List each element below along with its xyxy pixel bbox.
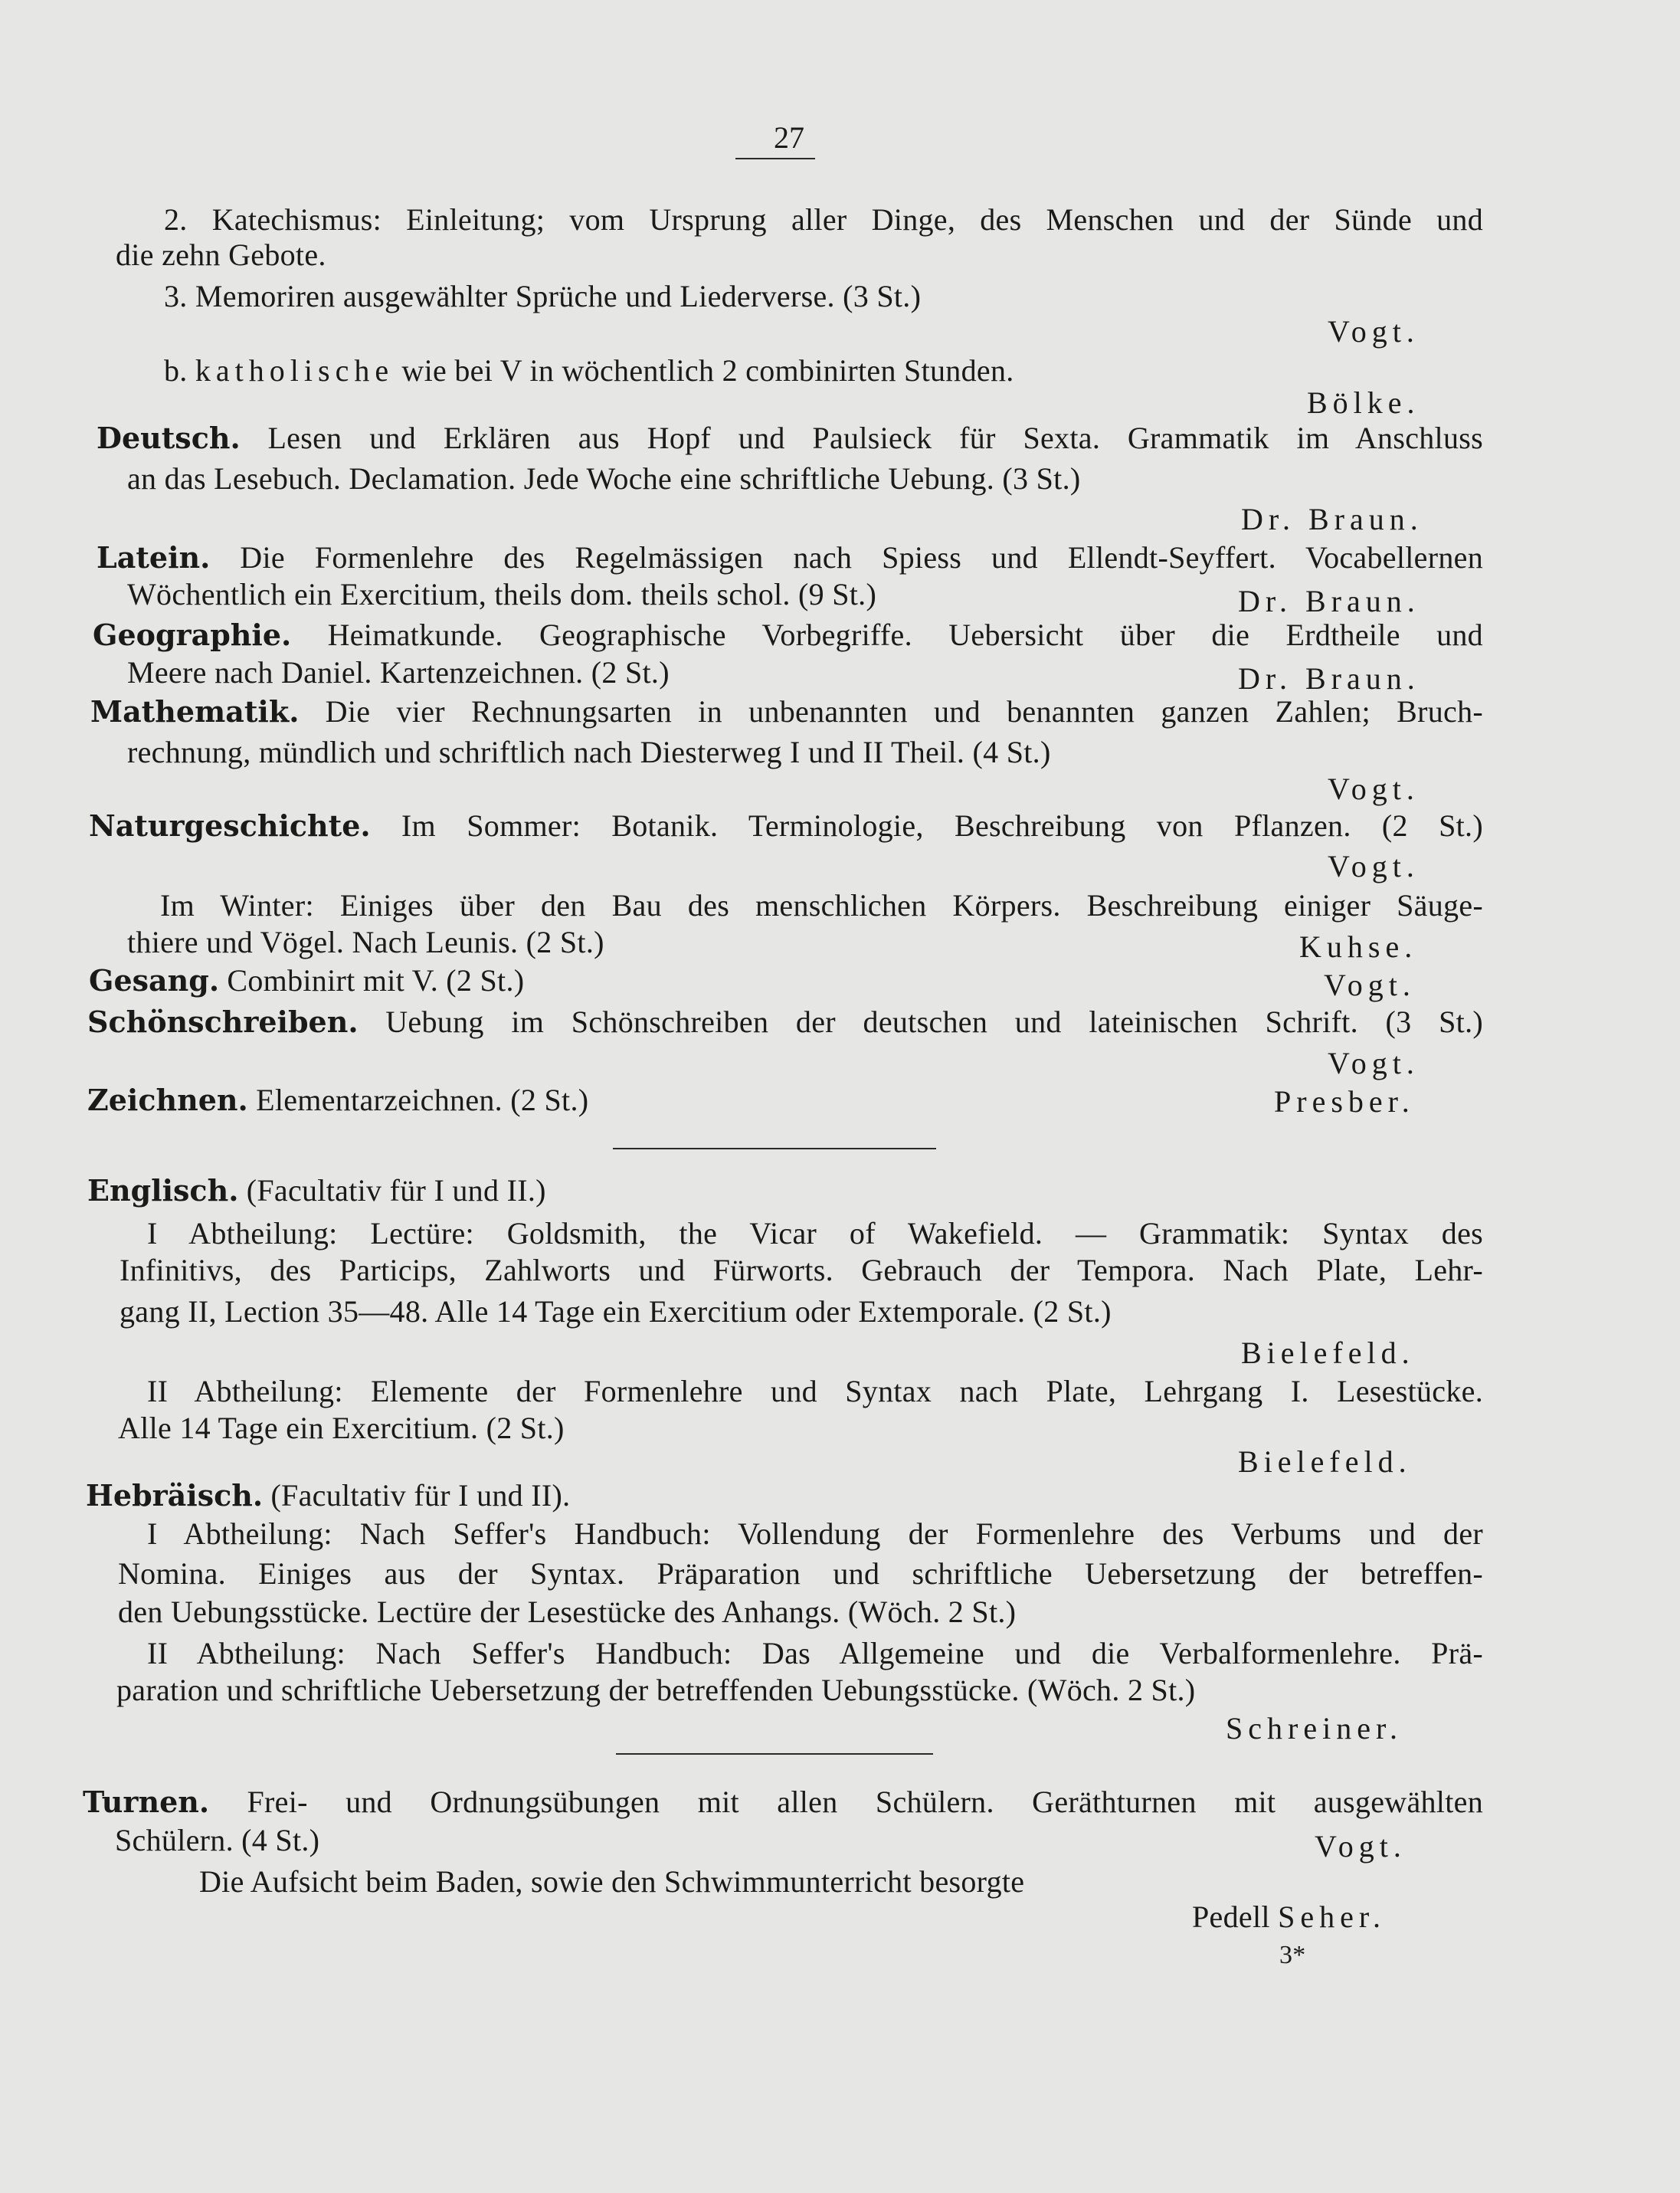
zeichnen-line-1 <box>87 1082 588 1119</box>
geographie-line-2: Meere nach Daniel. Kartenzeichnen. (2 St.) <box>127 655 670 690</box>
catholic-word: katholische <box>195 353 395 388</box>
zeichnen-heading: Zeichnen. <box>87 1083 248 1117</box>
hebraeisch-note: (Facultativ für I und II). <box>270 1478 571 1513</box>
religion-catholic <box>164 352 1014 389</box>
religion-teacher-1: Vogt. <box>1328 314 1420 349</box>
zeichnen-text-1: Elementarzeichnen. (2 St.) <box>256 1083 589 1117</box>
turnen-heading: Turnen. <box>83 1785 210 1819</box>
gesang-teacher: Vogt. <box>1324 968 1416 1002</box>
hebraeisch-heading: Hebräisch. <box>86 1478 264 1513</box>
hebraeisch-a2-line-1: II Abtheilung: Nach Seffer's Handbuch: Das Allgemeine und die Verbalformenlehre. Prä- <box>147 1636 1483 1670</box>
englisch-a1-line-3: gang II, Lection 35—48. Alle 14 Tage ein Exercitium oder Extemporale. (2 St.) <box>120 1294 1112 1329</box>
geographie-heading: Geographie. <box>93 618 292 652</box>
deutsch-teacher: Dr. Braun. <box>1241 502 1423 536</box>
gesang-line-1 <box>89 962 524 999</box>
schoenschreiben-text-1: Uebung im Schönschreiben der deutschen und lateinischen Schrift. (3 St.) <box>385 1005 1483 1039</box>
englisch-teacher-2: Bielefeld. <box>1238 1444 1412 1479</box>
geographie-line-1 <box>93 617 1483 654</box>
schoenschreiben-heading: Schönschreiben. <box>87 1005 359 1039</box>
mathematik-line-2: rechnung, mündlich und schriftlich nach Diesterweg I und II Theil. (4 St.) <box>127 735 1051 769</box>
turnen-line-2: Schülern. (4 St.) <box>115 1823 320 1857</box>
mathematik-teacher: Vogt. <box>1328 772 1420 806</box>
page-number-rule <box>735 158 815 159</box>
deutsch-line-1 <box>97 420 1483 457</box>
catholic-prefix: b. <box>164 353 188 388</box>
section-divider-2 <box>616 1753 933 1755</box>
deutsch-line-2: an das Lesebuch. Declamation. Jede Woche eine schriftliche Uebung. (3 St.) <box>127 461 1081 496</box>
geographie-text-1: Heimatkunde. Geographische Vorbegriffe. Uebersicht über die Erdtheile und <box>327 618 1483 652</box>
englisch-teacher-1: Bielefeld. <box>1241 1336 1415 1370</box>
hebraeisch-a1-line-3: den Uebungsstücke. Lectüre der Lesestücke des Anhangs. (Wöch. 2 St.) <box>118 1595 1017 1629</box>
latein-line-2: Wöchentlich ein Exercitium, theils dom. theils schol. (9 St.) <box>127 577 877 611</box>
englisch-a2-line-2: Alle 14 Tage ein Exercitium. (2 St.) <box>118 1411 565 1445</box>
mathematik-text-1: Die vier Rechnungsarten in unbenannten und benannten ganzen Zahlen; Bruch- <box>325 694 1483 729</box>
englisch-a1-line-2: Infinitivs, des Particips, Zahlworts und Fürworts. Gebrauch der Tempora. Nach Plate, Lehr- <box>120 1253 1483 1287</box>
englisch-line-title <box>87 1172 546 1209</box>
signature-mark: 3* <box>1279 1941 1306 1969</box>
page-number: 27 <box>774 120 804 155</box>
turnen-line-1 <box>83 1784 1483 1821</box>
naturgeschichte-teacher-1: Vogt. <box>1328 849 1420 883</box>
englisch-a2-line-1: II Abtheilung: Elemente der Formenlehre und Syntax nach Plate, Lehrgang I. Lesestücke. <box>147 1374 1483 1408</box>
hebraeisch-a2-line-2: paration und schriftliche Uebersetzung der betreffenden Uebungsstücke. (Wöch. 2 St.) <box>116 1673 1196 1707</box>
naturgeschichte-heading: Naturgeschichte. <box>89 808 371 843</box>
turnen-text-1: Frei- und Ordnungsübungen mit allen Schülern. Geräthturnen mit ausgewählten <box>247 1785 1483 1819</box>
englisch-heading: Englisch. <box>87 1173 239 1208</box>
schoenschreiben-teacher: Vogt. <box>1328 1046 1420 1080</box>
mathematik-line-1 <box>90 693 1483 730</box>
hebraeisch-line-title <box>86 1477 570 1514</box>
turnen-line-3: Die Aufsicht beim Baden, sowie den Schwimmunterricht besorgte <box>199 1864 1025 1899</box>
section-divider-1 <box>613 1148 936 1149</box>
hebraeisch-a1-line-1: I Abtheilung: Nach Seffer's Handbuch: Vollendung der Formenlehre des Verbums und der <box>147 1516 1483 1551</box>
gesang-text-1: Combinirt mit V. (2 St.) <box>227 963 525 998</box>
religion-item2-cont: die zehn Gebote. <box>116 238 326 272</box>
naturgeschichte-teacher-2: Kuhse. <box>1299 929 1418 964</box>
catholic-rest: wie bei V in wöchentlich 2 combinirten Stunden. <box>401 353 1014 388</box>
naturgeschichte-line-2: Im Winter: Einiges über den Bau des menschlichen Körpers. Beschreibung einiger Säuge- <box>160 888 1483 923</box>
gesang-heading: Gesang. <box>89 963 220 998</box>
naturgeschichte-text-1: Im Sommer: Botanik. Terminologie, Beschreibung von Pflanzen. (2 St.) <box>401 808 1483 843</box>
deutsch-heading: Deutsch. <box>97 421 241 455</box>
naturgeschichte-line-1 <box>89 808 1483 844</box>
latein-teacher: Dr. Braun. <box>1238 584 1420 618</box>
latein-heading: Latein. <box>97 540 211 575</box>
englisch-note: (Facultativ für I und II.) <box>246 1173 546 1208</box>
deutsch-text-1: Lesen und Erklären aus Hopf und Paulsieck für Sexta. Grammatik im Anschluss <box>267 421 1483 455</box>
pedell-prefix: Pedell <box>1192 1900 1270 1934</box>
naturgeschichte-line-3: thiere und Vögel. Nach Leunis. (2 St.) <box>127 925 604 959</box>
latein-line-1 <box>97 539 1483 576</box>
latein-text-1: Die Formenlehre des Regelmässigen nach Spiess und Ellendt-Seyffert. Vocabellernen <box>240 540 1483 575</box>
zeichnen-teacher: Presber. <box>1274 1084 1415 1119</box>
geographie-teacher: Dr. Braun. <box>1238 661 1420 696</box>
religion-item3: 3. Memoriren ausgewählter Sprüche und Liederverse. (3 St.) <box>164 279 922 313</box>
turnen-teacher: Vogt. <box>1315 1829 1407 1864</box>
hebraeisch-a1-line-2: Nomina. Einiges aus der Syntax. Präparation und schriftliche Uebersetzung der betreffen- <box>118 1556 1483 1591</box>
pedell-name: Seher. <box>1278 1900 1386 1934</box>
hebraeisch-teacher: Schreiner. <box>1226 1711 1403 1746</box>
religion-item2: 2. Katechismus: Einleitung; vom Ursprung aller Dinge, des Menschen und der Sünde und <box>164 202 1483 237</box>
schoenschreiben-line-1 <box>87 1004 1483 1041</box>
mathematik-heading: Mathematik. <box>90 694 300 729</box>
turnen-teacher-2 <box>1192 1899 1386 1936</box>
religion-teacher-2: Bölke. <box>1307 385 1420 420</box>
englisch-a1-line-1: I Abtheilung: Lectüre: Goldsmith, the Vicar of Wakefield. — Grammatik: Syntax des <box>147 1216 1483 1251</box>
